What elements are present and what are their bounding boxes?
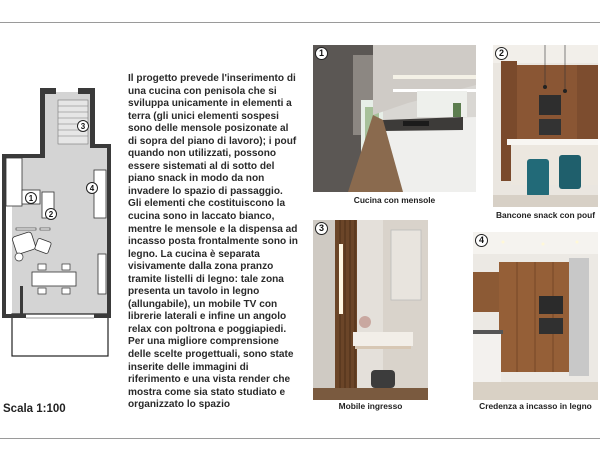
photo-kitchen-shelves (313, 45, 476, 192)
photo-caption: Credenza a incasso in legno (479, 401, 592, 411)
photo-caption: Cucina con mensole (353, 195, 436, 205)
photo-number-badge: 1 (315, 47, 328, 60)
svg-text:4: 4 (89, 184, 95, 193)
photo-number-badge: 3 (315, 222, 328, 235)
scale-label: Scala 1:100 (3, 403, 66, 415)
photo-caption: Mobile ingresso (338, 401, 403, 411)
top-divider (0, 22, 600, 23)
photo-number-badge: 4 (475, 234, 488, 247)
svg-text:2: 2 (48, 210, 54, 219)
photo-caption: Bancone snack con pouf (495, 210, 596, 220)
photo-entrance-furniture (313, 220, 428, 400)
photo-number-badge: 2 (495, 47, 508, 60)
floor-plan (0, 86, 118, 358)
photo-built-in-sideboard (473, 232, 598, 400)
plan-marker-1 (26, 193, 37, 204)
project-description: Il progetto prevede l'inserimento di una cucina con penisola che si sviluppa unicamente in elementi a terra (gli unici elementi sospesi sono delle mensole posizonate al di sopra del piano di lavoro); i pouf quando non utilizzati, possono essere sistemati al di sotto del piano snack in modo da non invadere lo spazio di passaggio. Gli elementi che costituiscono la cucina sono in laccato bianco, mentre le mensole e la dispensa ad incasso posta frontalmente sono in legno. La cucina è separata visivamente dalla zona pranzo tramite listelli di legno: tale zona presenta un tavolo in legno (allungabile), un mobile TV con librerie laterali e infine un angolo relax con poltrona e poggiapiedi. Per una migliore comprensione delle scelte progettuali, sono state inserite delle immagini di riferimento e una vista render che mostra come sia stato studiato e organizzato lo spazio (128, 73, 298, 411)
photo-snack-counter (493, 45, 598, 207)
bottom-divider (0, 438, 600, 439)
plan-marker-4 (87, 183, 98, 194)
svg-text:1: 1 (28, 194, 34, 203)
svg-text:3: 3 (80, 122, 86, 131)
plan-marker-2 (46, 209, 57, 220)
plan-marker-3 (78, 121, 89, 132)
